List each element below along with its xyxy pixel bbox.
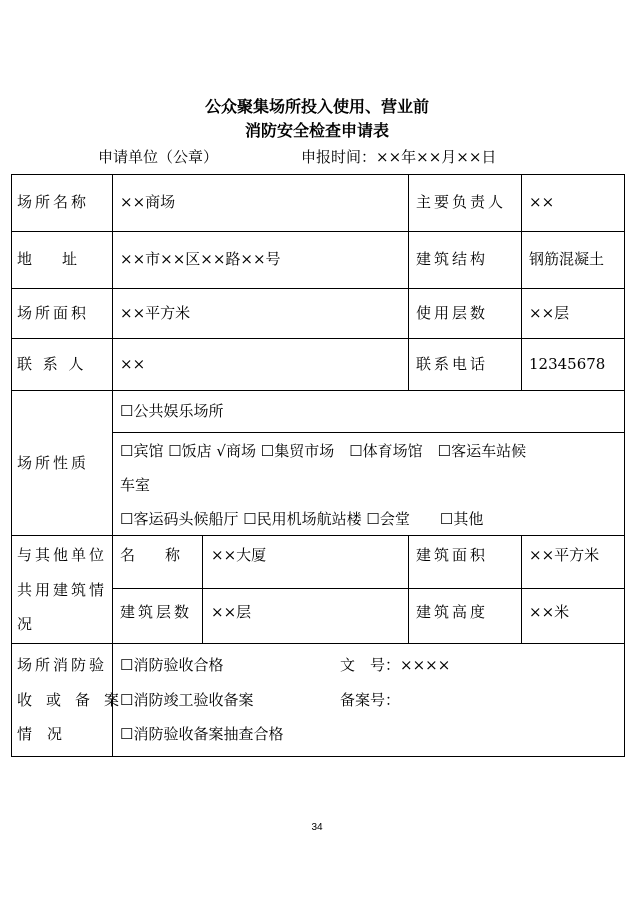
shared-building-label-line3: 况 xyxy=(17,615,33,633)
completion-record-checkbox[interactable]: ☐消防竣工验收备案 xyxy=(120,691,254,709)
shared-height-label: 建筑高度 xyxy=(416,603,489,621)
report-time: 申报时间：××年××月××日 xyxy=(301,148,497,166)
column-divider xyxy=(202,535,203,643)
nature-divider xyxy=(112,432,624,433)
shared-height-value: ××米 xyxy=(529,603,570,621)
page-number: 34 xyxy=(311,822,323,833)
applicant-label: 申请单位（公章） xyxy=(98,148,219,166)
form-title-line2: 消防安全检查申请表 xyxy=(244,121,389,140)
venue-nature-label: 场所性质 xyxy=(17,454,90,472)
row-divider xyxy=(11,535,624,536)
row-divider xyxy=(11,338,624,339)
column-divider xyxy=(408,174,409,390)
column-divider xyxy=(521,174,522,390)
label-column-divider xyxy=(112,174,113,756)
shared-divider xyxy=(112,588,624,589)
spot-check-passed-checkbox[interactable]: ☐消防验收备案抽查合格 xyxy=(120,725,284,743)
document-number: 文 号：×××× xyxy=(340,656,451,674)
owner-label: 主要负责人 xyxy=(416,193,507,211)
venue-nature-options-continued: 车室 xyxy=(120,476,151,494)
row-divider xyxy=(11,231,624,232)
column-divider xyxy=(408,535,409,643)
shared-floors-value: ××层 xyxy=(211,603,252,621)
shared-area-label: 建筑面积 xyxy=(416,546,489,564)
floors-used-label: 使用层数 xyxy=(416,304,489,322)
shared-name-value: ××大厦 xyxy=(211,546,267,564)
structure-label: 建筑结构 xyxy=(416,250,489,268)
fire-acceptance-label-line3: 情 况 xyxy=(17,725,63,743)
venue-nature-options-row[interactable]: ☐宾馆 ☐饭店 √商场 ☐集贸市场 ☐体育场馆 ☐客运车站候 xyxy=(120,442,527,460)
area-label: 场所面积 xyxy=(17,304,90,322)
fire-acceptance-label-line2: 收或备案 xyxy=(17,691,134,709)
fire-acceptance-label-line1: 场所消防验 xyxy=(17,656,108,674)
fire-acceptance-passed-checkbox[interactable]: ☐消防验收合格 xyxy=(120,656,224,674)
structure-value: 钢筋混凝土 xyxy=(529,250,605,268)
row-divider xyxy=(11,288,624,289)
venue-nature-option-entertainment[interactable]: ☐公共娱乐场所 xyxy=(120,402,224,420)
shared-name-label: 名 称 xyxy=(120,546,181,564)
area-value: ××平方米 xyxy=(120,304,191,322)
shared-area-value: ××平方米 xyxy=(529,546,600,564)
phone-value: 12345678 xyxy=(529,355,606,373)
column-divider xyxy=(521,535,522,643)
address-value: ××市××区××路××号 xyxy=(120,250,281,268)
shared-building-label-line2: 共用建筑情 xyxy=(17,581,108,599)
floors-used-value: ××层 xyxy=(529,304,570,322)
record-number: 备案号： xyxy=(340,691,401,709)
address-label: 地 址 xyxy=(17,250,78,268)
venue-name-value: ××商场 xyxy=(120,193,176,211)
shared-floors-label: 建筑层数 xyxy=(120,603,193,621)
contact-label: 联 系 人 xyxy=(17,355,87,373)
row-divider xyxy=(11,643,624,644)
row-divider xyxy=(11,390,624,391)
form-title-line1: 公众聚集场所投入使用、营业前 xyxy=(204,97,429,116)
venue-name-label: 场所名称 xyxy=(17,193,90,211)
venue-nature-options-row[interactable]: ☐客运码头候船厅 ☐民用机场航站楼 ☐会堂 ☐其他 xyxy=(120,510,484,528)
owner-value: ×× xyxy=(529,193,555,211)
shared-building-label-line1: 与其他单位 xyxy=(17,546,108,564)
contact-value: ×× xyxy=(120,355,146,373)
phone-label: 联系电话 xyxy=(416,355,489,373)
